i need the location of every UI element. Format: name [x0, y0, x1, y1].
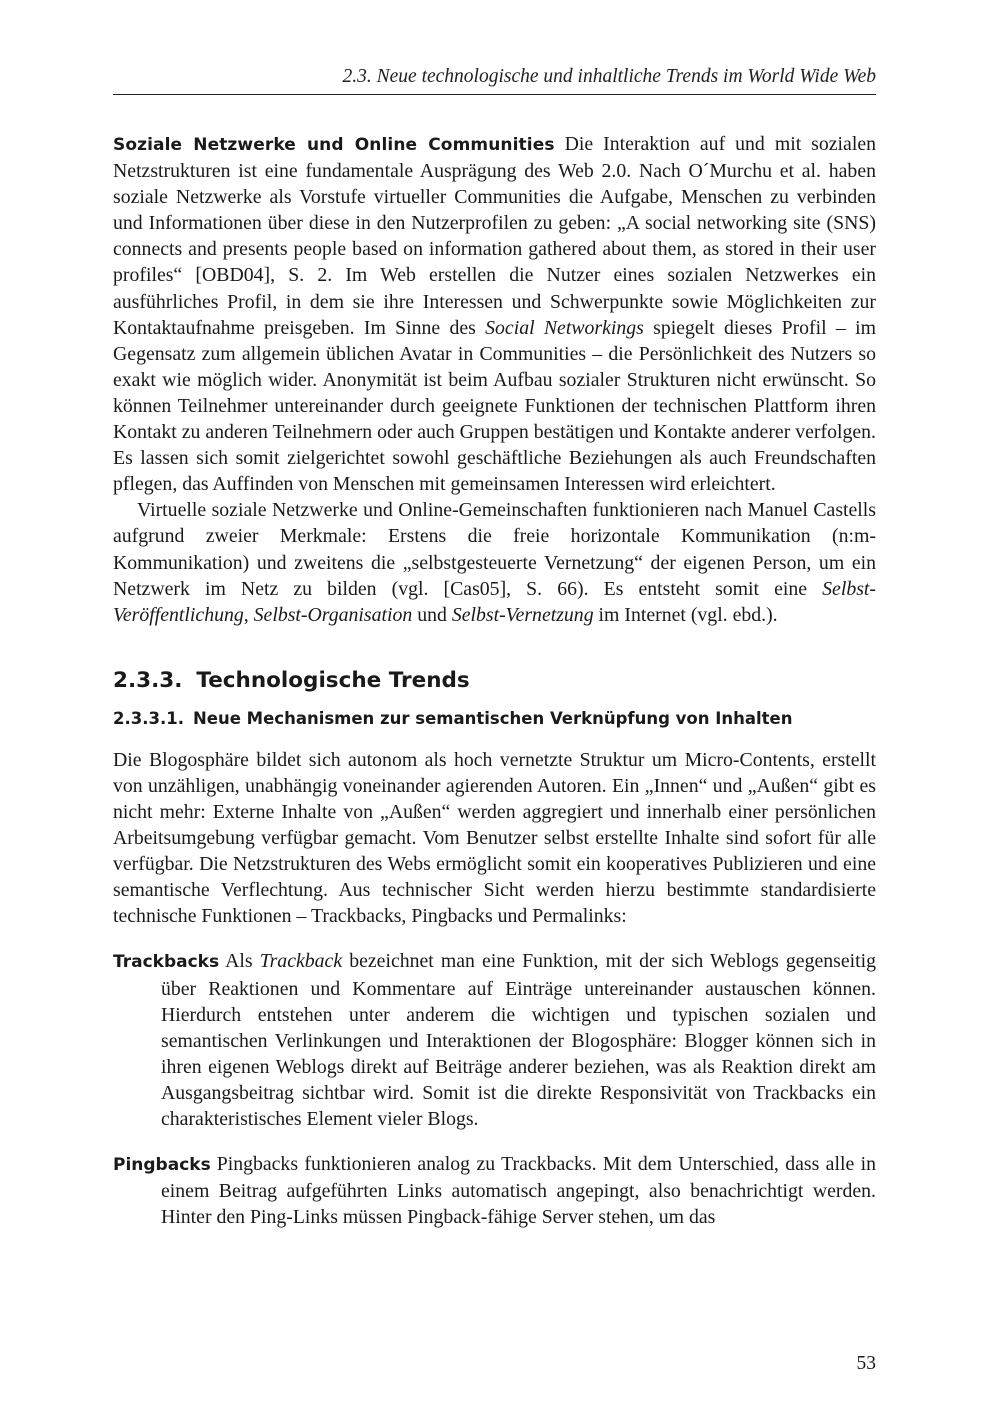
emphasis-text: Trackback [259, 950, 343, 973]
paragraph-text: und [412, 603, 452, 626]
description-term: Trackbacks [113, 952, 220, 973]
paragraph-heading: Soziale Netzwerke und Online Communities [113, 135, 555, 155]
paragraph-castells [113, 497, 876, 627]
page-number: 53 [856, 1353, 876, 1374]
header-rule [113, 94, 876, 95]
emphasis-text: Selbst-Organisation [253, 603, 413, 626]
description-item-trackbacks [113, 948, 876, 1132]
section-title: Technologische Trends [196, 667, 470, 693]
document-page [113, 0, 876, 1420]
body-text [113, 131, 876, 1230]
paragraph-text: , [243, 603, 254, 626]
description-text: bezeichnet man eine Funktion, mit der sich Weblogs gegenseitig über Reaktionen und Kommentare auf Einträge untereinander austauschen können. Hierdurch entstehen unter anderem die wichtigen und typischen sozialen und semantischen Verlinkungen und Interaktionen der Blogosphäre: Blogger können sich in ihren eigenen Weblogs direkt auf Beiträge anderer beziehen, was als Reaktion direkt am Ausgangsbeitrag sichtbar wird. Somit ist die direkte Responsivität von Trackbacks ein charakteristisches Element vieler Blogs. [161, 950, 876, 1130]
description-item-pingbacks [113, 1151, 876, 1230]
emphasis-text: Selbst-Vernetzung [451, 603, 594, 626]
subsection-number: 2.3.3.1. [113, 708, 184, 728]
paragraph-text: Virtuelle soziale Netzwerke und Online-Gemeinschaften funktionieren nach Manuel Castells aufgrund zweier Merkmale: Erstens die freie horizontale Kommunikation (n:m-Kommunikation) und zweitens die „selbstgesteuerte Vernetzung“ der eigenen Person, um ein Netzwerk im Netz zu bilden (vgl. [Cas05], S. 66). Es entsteht somit eine [113, 499, 876, 600]
section-number: 2.3.3. [113, 667, 183, 693]
subsection-heading [113, 707, 876, 731]
running-header: 2.3. Neue technologische und inhaltliche Trends im World Wide Web [342, 66, 876, 87]
paragraph-social-networks [113, 131, 876, 497]
emphasis-text: Social Networkings [485, 316, 644, 339]
paragraph-blogosphere: Die Blogosphäre bildet sich autonom als hoch vernetzte Struktur um Micro-Contents, erstellt von unzähligen, unabhängig voneinander agierenden Autoren. Ein „Innen“ und „Außen“ gibt es nicht mehr: Externe Inhalte von „Außen“ werden aggregiert und innerhalb einer persönlichen Arbeitsumgebung verfügbar gemacht. Vom Benutzer selbst erstellte Inhalte sind sofort für alle verfügbar. Die Netzstrukturen des Webs ermöglicht somit ein kooperatives Publizieren und eine semantische Verflechtung. Aus technischer Sicht werden hierzu bestimmte standardisierte technische Funktionen – Trackbacks, Pingbacks und Permalinks: [113, 748, 876, 928]
section-heading [113, 667, 876, 695]
emphasis-text: Selbst-Veröffentlichung [113, 577, 876, 626]
paragraph-text: im Internet (vgl. ebd.). [593, 603, 778, 626]
description-term: Pingbacks [113, 1155, 211, 1176]
subsection-title: Neue Mechanismen zur semantischen Verknüpfung von Inhalten [193, 708, 793, 728]
description-text: Pingbacks funktionieren analog zu Trackbacks. Mit dem Unterschied, dass alle in einem Beitrag aufgeführten Links automatisch angepingt, also benachrichtigt werden. Hinter den Ping-Links müssen Pingback-fähige Server stehen, um das [161, 1153, 876, 1229]
description-text: Als [225, 950, 260, 973]
paragraph-text: Die Interaktion auf und mit sozialen Netzstrukturen ist eine fundamentale Ausprägung des Web 2.0. Nach O´Murchu et al. haben soziale Netzwerke als Vorstufe virtueller Communities die Aufgabe, Menschen zu verbinden und Informationen über diese in den Nutzerprofilen zu geben: „A social networking site (SNS) connects and presents people based on information gathered about them, as stored in their user profiles“ [OBD04], S. 2. Im Web erstellen die Nutzer eines sozialen Netzwerkes ein ausführliches Profil, in dem sie ihre Interessen und Schwerpunkte sowie Möglichkeiten zur Kontaktaufnahme preisgeben. Im Sinne des [113, 133, 876, 339]
paragraph-text: spiegelt dieses Profil – im Gegensatz zum allgemein üblichen Avatar in Communities – die Persönlichkeit des Nutzers so exakt wie möglich wider. Anonymität ist beim Aufbau sozialer Strukturen nicht erwünscht. So können Teilnehmer untereinander durch geeignete Funktionen der technischen Plattform ihren Kontakt zu anderen Teilnehmern oder auch Gruppen bestätigen und Kontakte anderer verfolgen. Es lassen sich somit zielgerichtet sowohl geschäftliche Beziehungen als auch Freundschaften pflegen, das Auffinden von Menschen mit gemeinsamen Interessen wird erleichtert. [113, 316, 876, 496]
